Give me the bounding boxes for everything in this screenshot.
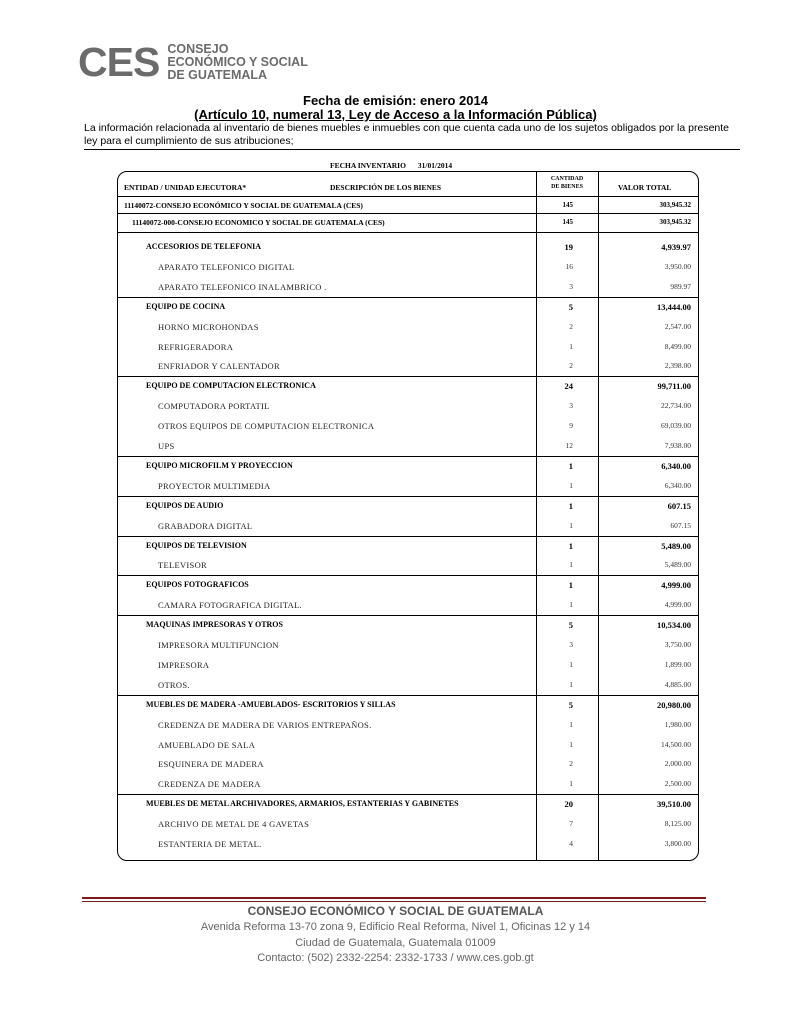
category-rule: [118, 297, 698, 298]
logo-text: [167, 43, 308, 82]
quantity-cell: 2: [569, 321, 573, 331]
item-label: ARCHIVO DE METAL DE 4 GAVETAS: [158, 819, 310, 830]
value-cell: 99,711.00: [657, 381, 691, 392]
value-cell: 8,499.00: [664, 341, 691, 351]
item-label: ENFRIADOR Y CALENTADOR: [158, 361, 280, 372]
item-label: IMPRESORA: [158, 659, 210, 670]
logo-line-3: DE GUATEMALA: [167, 68, 268, 82]
category-rule: [118, 496, 698, 497]
quantity-cell: 9: [569, 421, 573, 431]
category-rule: [118, 695, 698, 696]
unit-rule: [118, 232, 698, 233]
value-cell: 10,534.00: [657, 620, 691, 631]
category-label: MUEBLES DE MADERA -AMUEBLADOS- ESCRITORIOS Y SILLAS: [146, 699, 396, 709]
quantity-cell: 1: [569, 520, 573, 530]
value-cell: 6,340.00: [661, 460, 691, 471]
value-cell: 6,340.00: [664, 480, 691, 490]
header-rule: [118, 196, 698, 197]
quantity-cell: 3: [569, 401, 573, 411]
footer-address: Avenida Reforma 13-70 zona 9, Edificio Real Reforma, Nivel 1, Oficinas 12 y 14: [200, 921, 591, 933]
logo-line-2: ECONÓMICO Y SOCIAL: [167, 55, 308, 69]
quantity-cell: 2: [569, 759, 573, 769]
value-cell: 3,950.00: [664, 261, 691, 271]
quantity-cell: 3: [569, 281, 573, 291]
quantity-cell: 19: [564, 242, 573, 252]
quantity-cell: 1: [569, 600, 573, 610]
value-cell: 69,039.00: [661, 421, 691, 431]
value-cell: 5,489.00: [664, 560, 691, 570]
quantity-cell: 20: [564, 799, 573, 810]
quantity-cell: 1: [568, 500, 573, 511]
entity-value: 303,945.32: [659, 201, 691, 209]
header-cantidad: [538, 175, 596, 191]
quantity-cell: 1: [569, 779, 573, 789]
item-label: APARATO TELEFONICO DIGITAL: [158, 261, 295, 272]
item-label: HORNO MICROHONDAS: [158, 321, 259, 332]
value-cell: 3,750.00: [664, 640, 691, 649]
value-cell: 989.97: [670, 281, 691, 291]
item-label: OTROS EQUIPOS DE COMPUTACION ELECTRONICA: [158, 421, 375, 432]
unit-qty: 145: [562, 218, 573, 226]
item-label: CAMARA FOTOGRAFICA DIGITAL.: [158, 600, 302, 611]
entity-rule: [118, 213, 698, 214]
quantity-cell: 4: [569, 839, 573, 848]
value-cell: 3,800.00: [664, 839, 691, 848]
item-label: APARATO TELEFONICO INALAMBRICO .: [158, 281, 327, 292]
column-divider: [536, 172, 537, 860]
header-cantidad-line-2: DE BIENES: [551, 184, 583, 190]
item-label: ESQUINERA DE MADERA: [158, 759, 264, 770]
value-cell: 2,398.00: [664, 361, 691, 371]
footer-contact: Contacto: (502) 2332-2254: 2332-1733 / www.ces.gob.gt: [257, 952, 534, 964]
footer-divider-thin: [82, 901, 706, 902]
quantity-cell: 1: [568, 460, 573, 471]
entity-label: 11140072-CONSEJO ECONÓMICO Y SOCIAL DE GUATEMALA (CES): [124, 201, 363, 210]
intro-paragraph: La información relacionada al inventario de bienes muebles e inmuebles con que cuenta cada uno de los sujetos obligados por la presente ley para el cumplimiento de sus atribuciones;: [84, 122, 730, 147]
issue-date-heading: Fecha de emisión: enero 2014: [303, 93, 488, 108]
quantity-cell: 12: [565, 441, 573, 450]
value-cell: 4,885.00: [664, 679, 691, 689]
quantity-cell: 1: [569, 719, 573, 729]
category-label: ACCESORIOS DE TELEFONIA: [146, 242, 261, 251]
value-cell: 2,500.00: [664, 779, 691, 789]
value-cell: 8,125.00: [664, 819, 691, 829]
inventory-date: [330, 161, 452, 170]
value-cell: 22,734.00: [661, 401, 691, 411]
header-valor: VALOR TOTAL: [618, 183, 672, 192]
item-label: AMUEBLADO DE SALA: [158, 739, 256, 750]
value-cell: 2,547.00: [664, 321, 691, 331]
quantity-cell: 5: [568, 301, 573, 312]
quantity-cell: 1: [569, 560, 573, 570]
quantity-cell: 1: [569, 739, 573, 749]
item-label: CREDENZA DE MADERA DE VARIOS ENTREPAÑOS.: [158, 719, 372, 730]
category-rule: [118, 376, 698, 377]
inventory-date-value: 31/01/2014: [417, 161, 453, 170]
quantity-cell: 1: [568, 580, 573, 591]
category-label: EQUIPO DE COCINA: [146, 301, 226, 311]
legal-reference-heading: (Artículo 10, numeral 13, Ley de Acceso a la Información Pública): [194, 107, 597, 122]
item-label: CREDENZA DE MADERA: [158, 779, 261, 790]
item-label: UPS: [158, 441, 175, 451]
quantity-cell: 1: [569, 659, 573, 669]
quantity-cell: 2: [569, 361, 573, 371]
item-label: IMPRESORA MULTIFUNCION: [158, 640, 279, 650]
value-cell: 13,444.00: [657, 301, 691, 312]
value-cell: 20,980.00: [657, 699, 691, 710]
header-entidad: ENTIDAD / UNIDAD EJECUTORA*: [124, 183, 247, 192]
category-label: EQUIPOS FOTOGRAFICOS: [146, 580, 249, 590]
item-label: GRABADORA DIGITAL: [158, 520, 253, 531]
inventory-date-label: FECHA INVENTARIO: [330, 161, 406, 170]
item-label: REFRIGERADORA: [158, 341, 234, 352]
quantity-cell: 1: [568, 540, 573, 551]
quantity-cell: 1: [569, 341, 573, 351]
category-rule: [118, 794, 698, 795]
item-label: ESTANTERIA DE METAL.: [158, 839, 262, 849]
quantity-cell: 5: [568, 699, 573, 710]
value-cell: 2,000.00: [664, 759, 691, 769]
value-cell: 1,980.00: [664, 719, 691, 729]
category-label: MAQUINAS IMPRESORAS Y OTROS: [146, 620, 283, 630]
category-label: EQUIPO DE COMPUTACION ELECTRONICA: [146, 381, 316, 391]
value-cell: 5,489.00: [661, 540, 691, 551]
column-divider: [598, 172, 599, 860]
ces-logo: [78, 39, 308, 85]
item-label: PROYECTOR MULTIMEDIA: [158, 480, 271, 491]
value-cell: 7,938.00: [664, 441, 691, 450]
category-rule: [118, 456, 698, 457]
quantity-cell: 24: [564, 381, 573, 392]
item-label: TELEVISOR: [158, 560, 207, 571]
unit-label: 11140072-000-CONSEJO ECONOMICO Y SOCIAL DE GUATEMALA (CES): [132, 218, 385, 227]
category-label: EQUIPO MICROFILM Y PROYECCION: [146, 460, 293, 470]
value-cell: 4,999.00: [664, 600, 691, 610]
item-label: OTROS.: [158, 679, 190, 690]
logo-line-1: CONSEJO: [167, 42, 229, 56]
category-label: MUEBLES DE METAL ARCHIVADORES, ARMARIOS, ESTANTERIAS Y GABINETES: [146, 799, 459, 809]
quantity-cell: 1: [569, 480, 573, 490]
header-cantidad-line-1: CANTIDAD: [550, 176, 584, 182]
category-label: EQUIPOS DE AUDIO: [146, 500, 224, 510]
category-label: EQUIPOS DE TELEVISION: [146, 540, 247, 550]
quantity-cell: 1: [569, 679, 573, 689]
inventory-table: [117, 171, 699, 861]
quantity-cell: 7: [569, 819, 573, 829]
entity-qty: 145: [562, 201, 573, 209]
category-rule: [118, 575, 698, 576]
footer-divider: [82, 897, 706, 899]
header-descripcion: DESCRIPCIÓN DE LOS BIENES: [330, 183, 442, 192]
footer-city: Ciudad de Guatemala, Guatemala 01009: [295, 937, 496, 949]
quantity-cell: 16: [565, 261, 573, 271]
value-cell: 607.15: [670, 520, 691, 530]
item-label: COMPUTADORA PORTATIL: [158, 401, 270, 412]
value-cell: 14,500.00: [661, 739, 691, 749]
category-rule: [118, 615, 698, 616]
intro-divider: [84, 149, 740, 150]
footer-title: CONSEJO ECONÓMICO Y SOCIAL DE GUATEMALA: [247, 904, 544, 918]
value-cell: 607.15: [667, 500, 691, 511]
value-cell: 1,899.00: [664, 659, 691, 669]
quantity-cell: 3: [569, 640, 573, 649]
value-cell: 39,510.00: [657, 799, 691, 810]
unit-value: 303,945.32: [659, 218, 691, 226]
category-rule: [118, 536, 698, 537]
value-cell: 4,999.00: [661, 580, 691, 591]
quantity-cell: 5: [568, 620, 573, 631]
value-cell: 4,939.97: [661, 242, 691, 252]
logo-mark: CES: [78, 39, 160, 85]
